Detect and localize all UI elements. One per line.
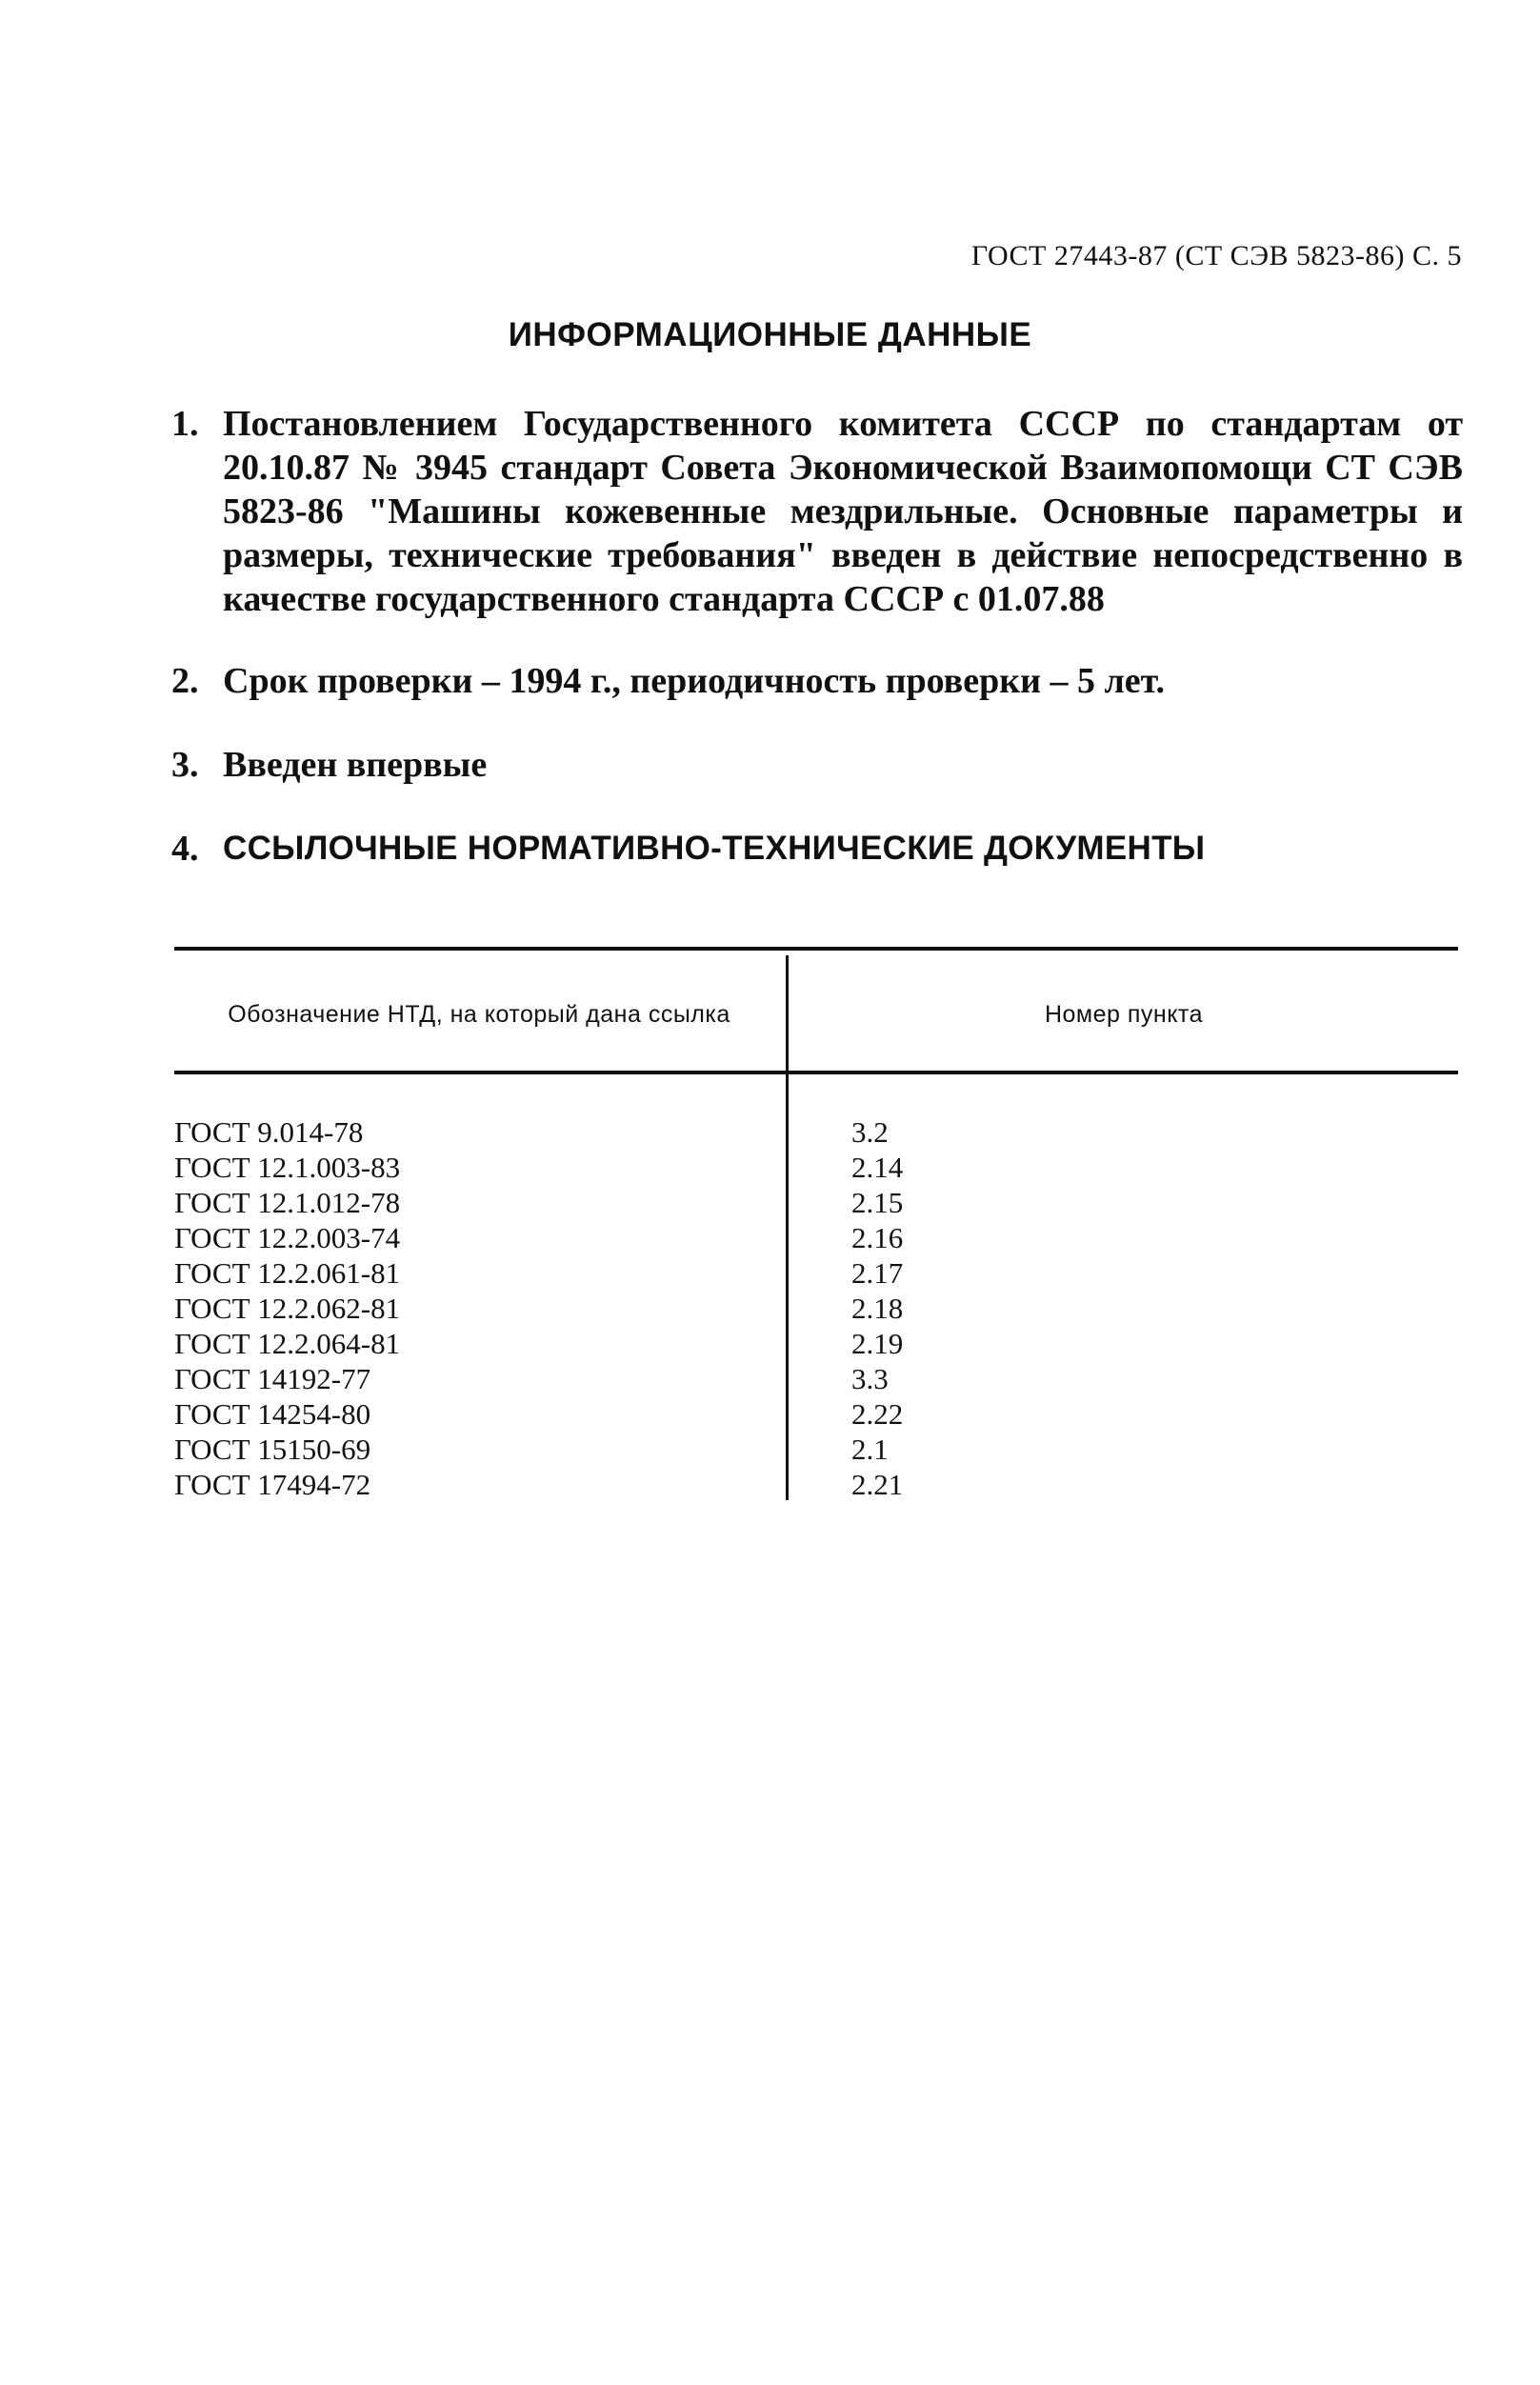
table-cell-document: ГОСТ 12.1.012-78 bbox=[174, 1186, 401, 1219]
table-cell-document: ГОСТ 12.2.064-81 bbox=[174, 1327, 401, 1360]
table-row bbox=[174, 1220, 1458, 1255]
table-row bbox=[174, 1291, 1458, 1326]
table-cell-clause: 2.14 bbox=[851, 1151, 904, 1184]
table-row bbox=[174, 1114, 1458, 1150]
table-cell-document: ГОСТ 12.2.062-81 bbox=[174, 1292, 401, 1325]
table-row bbox=[174, 1185, 1458, 1220]
table-cell-clause: 2.18 bbox=[851, 1292, 904, 1325]
page-title: ИНФОРМАЦИОННЫЕ ДАННЫЕ bbox=[508, 316, 1032, 353]
info-item-number: 4. bbox=[171, 829, 199, 869]
table-cell-document: ГОСТ 17494-72 bbox=[174, 1468, 371, 1501]
info-item-number: 1. bbox=[171, 404, 199, 444]
page-header: ГОСТ 27443-87 (СТ СЭВ 5823-86) С. 5 bbox=[970, 240, 1462, 271]
table-row bbox=[174, 1326, 1458, 1361]
reference-table-body bbox=[174, 1114, 1458, 1502]
table-top-rule bbox=[174, 947, 1458, 951]
table-header-document: Обозначение НТД, на который дана ссылка bbox=[228, 1001, 730, 1028]
table-cell-clause: 2.22 bbox=[851, 1397, 904, 1431]
info-item-text: ССЫЛОЧНЫЕ НОРМАТИВНО-ТЕХНИЧЕСКИЕ ДОКУМЕНТЫ bbox=[223, 830, 1206, 867]
info-item-number: 3. bbox=[171, 745, 199, 785]
table-cell-clause: 2.21 bbox=[851, 1468, 904, 1501]
table-cell-document: ГОСТ 12.2.061-81 bbox=[174, 1256, 401, 1290]
table-cell-clause: 3.2 bbox=[851, 1115, 889, 1149]
table-header-clause: Номер пункта bbox=[1044, 1001, 1204, 1028]
table-cell-clause: 2.19 bbox=[851, 1327, 904, 1360]
table-row bbox=[174, 1255, 1458, 1291]
info-item-text: Постановлением Государственного комитета СССР по стандартам от 20.10.87 № 3945 стандарт Совета Экономической Взаимопомощи СТ СЭВ 5823-86 "Машины кожевенные мездрильные. Основные параметры и размеры, технические требования" введен в действие непосредственно в качестве государственного стандарта СССР с 01.07.88 bbox=[223, 404, 1463, 619]
table-cell-clause: 2.16 bbox=[851, 1221, 904, 1254]
table-row bbox=[174, 1150, 1458, 1185]
table-cell-document: ГОСТ 15150-69 bbox=[174, 1433, 371, 1466]
table-cell-clause: 2.17 bbox=[851, 1256, 904, 1290]
info-item-1 bbox=[171, 402, 1463, 621]
table-cell-clause: 3.3 bbox=[851, 1362, 889, 1395]
table-cell-clause: 2.15 bbox=[851, 1186, 904, 1219]
table-cell-document: ГОСТ 14254-80 bbox=[174, 1397, 371, 1431]
table-cell-clause: 2.1 bbox=[851, 1433, 889, 1466]
table-row bbox=[174, 1396, 1458, 1432]
info-item-text: Срок проверки – 1994 г., периодичность проверки – 5 лет. bbox=[223, 661, 1165, 701]
table-row bbox=[174, 1432, 1458, 1467]
table-header-rule bbox=[174, 1071, 1458, 1074]
table-cell-document: ГОСТ 9.014-78 bbox=[174, 1115, 364, 1149]
table-row bbox=[174, 1467, 1458, 1502]
info-item-2 bbox=[171, 659, 1463, 703]
info-item-3 bbox=[171, 743, 1463, 787]
table-cell-document: ГОСТ 12.2.003-74 bbox=[174, 1221, 401, 1254]
info-item-4 bbox=[171, 827, 1463, 871]
table-cell-document: ГОСТ 12.1.003-83 bbox=[174, 1151, 401, 1184]
info-item-number: 2. bbox=[171, 661, 199, 701]
info-item-text: Введен впервые bbox=[223, 745, 488, 785]
table-cell-document: ГОСТ 14192-77 bbox=[174, 1362, 371, 1395]
table-row bbox=[174, 1361, 1458, 1396]
